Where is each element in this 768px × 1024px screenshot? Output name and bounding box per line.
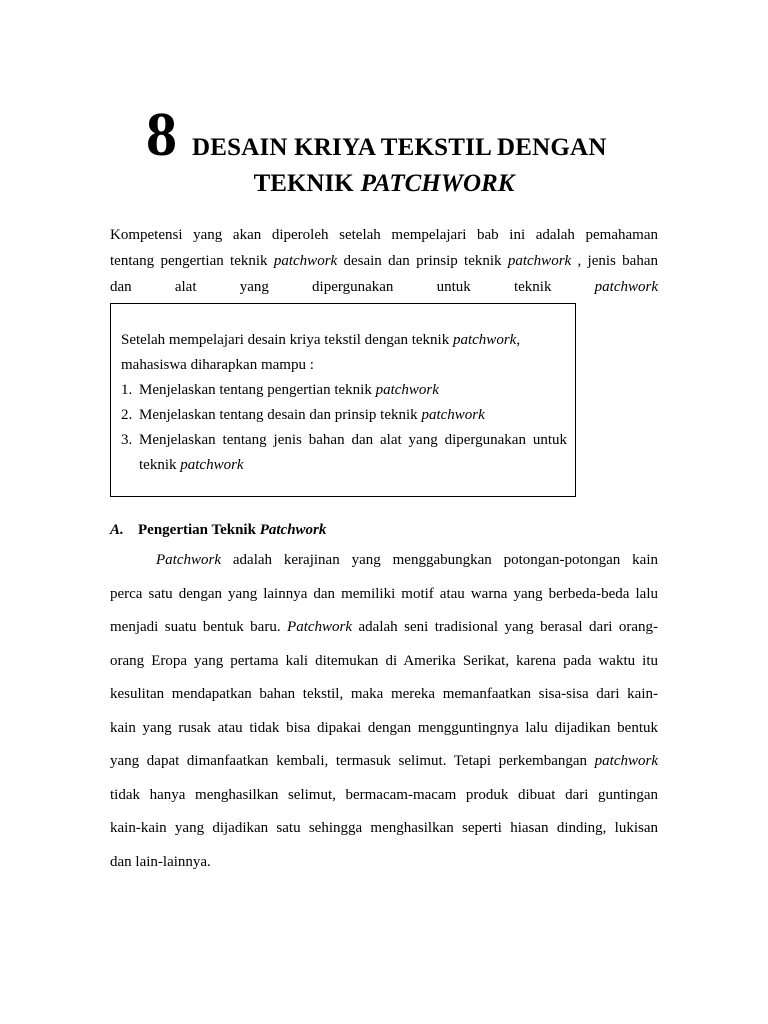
body-paragraph	[110, 544, 658, 879]
chapter-title-line2	[0, 170, 768, 198]
objectives-text: Setelah mempelajari desain kriya tekstil dengan teknik	[121, 332, 453, 348]
objectives-lead-line-2: mahasiswa diharapkan mampu :	[121, 357, 314, 373]
objective-italic-term: patchwork	[375, 382, 439, 398]
objective-text: Menjelaskan tentang pengertian teknik	[139, 382, 376, 398]
body-line	[110, 611, 658, 645]
objectives-italic-term: patchwork	[452, 332, 517, 348]
objective-item	[121, 403, 567, 428]
intro-italic-term: patchwork	[273, 253, 338, 269]
objective-number: 2.	[121, 407, 133, 423]
section-heading-italic: Patchwork	[259, 522, 327, 538]
chapter-title-teknik: TEKNIK	[253, 170, 354, 197]
objective-text: teknik	[139, 457, 181, 473]
objective-text: Menjelaskan tentang jenis bahan dan alat yang dipergunakan untuk	[139, 432, 567, 448]
body-line: tidak hanya menghasilkan selimut, bermacam-macam produk dibuat dari guntingan	[110, 786, 658, 803]
objectives-text: ,	[516, 332, 521, 348]
intro-text: dan alat yang dipergunakan untuk teknik	[110, 279, 595, 295]
intro-text: tentang pengertian teknik	[110, 253, 274, 269]
body-text: yang dapat dimanfaatkan kembali, termasuk selimut. Tetapi perkembangan	[110, 753, 595, 769]
body-line: kesulitan mendapatkan bahan tekstil, maka mereka memanfaatkan sisa-sisa dari kain-	[110, 686, 658, 702]
intro-text: desain dan prinsip teknik	[337, 253, 508, 269]
body-text: adalah seni tradisional yang berasal dari orang-	[352, 619, 658, 635]
objective-item	[121, 428, 567, 478]
objective-text: Menjelaskan tentang desain dan prinsip teknik	[139, 407, 422, 423]
intro-italic-term: patchwork	[594, 279, 658, 295]
body-line: orang Eropa yang pertama kali ditemukan di Amerika Serikat, karena pada waktu itu	[110, 652, 658, 669]
section-heading	[110, 522, 326, 539]
objectives-lead-line-1	[121, 328, 567, 353]
objectives-content	[121, 328, 567, 478]
intro-line-1: Kompetensi yang akan diperoleh setelah mempelajari bab ini adalah pemahaman	[110, 227, 658, 243]
chapter-title-patchwork: PATCHWORK	[360, 170, 515, 197]
objective-italic-term: patchwork	[421, 407, 485, 423]
body-text: menjadi suatu bentuk baru.	[110, 619, 288, 635]
body-line	[110, 544, 658, 578]
body-text: adalah kerajinan yang menggabungkan potongan-potongan kain	[221, 552, 658, 568]
body-line: dan lain-lainnya.	[110, 853, 211, 870]
section-heading-text: Pengertian Teknik	[138, 522, 260, 538]
body-italic-term: Patchwork	[287, 619, 353, 635]
intro-line-2	[110, 248, 658, 274]
intro-paragraph	[110, 222, 658, 300]
body-line	[110, 745, 658, 779]
objective-number: 3.	[121, 432, 133, 448]
objective-italic-term: patchwork	[180, 457, 244, 473]
body-line: kain-kain yang dijadikan satu sehingga menghasilkan seperti hiasan dinding, lukisan	[110, 820, 658, 836]
objective-number: 1.	[121, 382, 133, 398]
body-line: kain yang rusak atau tidak bisa dipakai dengan mengguntingnya lalu dijadikan bentuk	[110, 719, 658, 736]
body-italic-term: Patchwork	[156, 552, 221, 568]
intro-text: , jenis bahan	[571, 253, 658, 269]
chapter-number: 8	[146, 101, 177, 169]
intro-italic-term: patchwork	[507, 253, 572, 269]
intro-line-3	[110, 274, 658, 300]
body-line: perca satu dengan yang lainnya dan memiliki motif atau warna yang berbeda-beda lalu	[110, 585, 658, 602]
objective-item	[121, 378, 567, 403]
body-italic-term: patchwork	[594, 753, 658, 769]
chapter-title-line1: DESAIN KRIYA TEKSTIL DENGAN	[192, 134, 607, 161]
objectives-box	[110, 303, 576, 497]
section-letter: A.	[110, 522, 124, 538]
